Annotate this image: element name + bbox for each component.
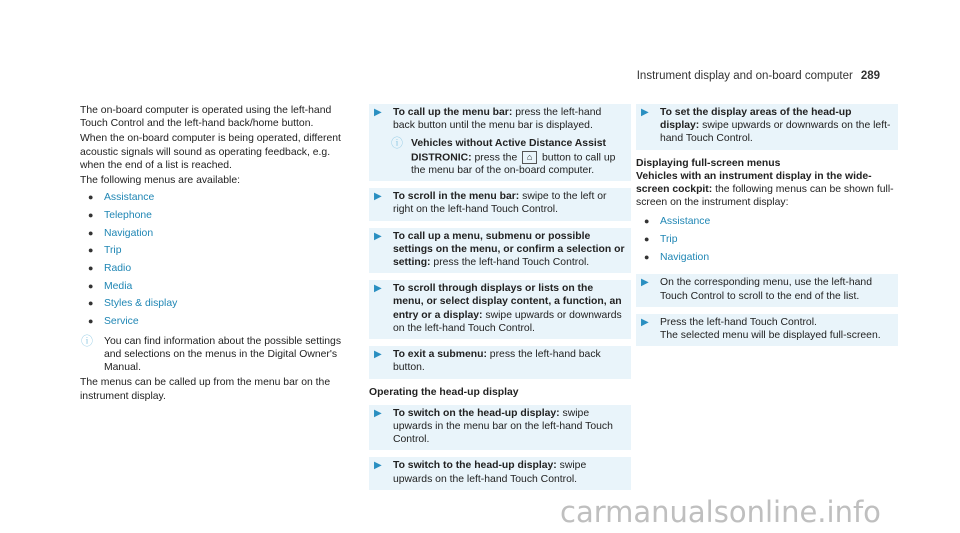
menu-list — [80, 189, 350, 331]
info-note: ⓘ Vehicles without Active Distance Assist DISTRONIC: press the ⌂ button to call up the menu bar of the on-board computer. — [391, 136, 616, 177]
bullet-icon: ● — [88, 227, 94, 238]
list-item[interactable]: ● Trip — [80, 242, 350, 260]
step-switch-to-hud: ▶ To switch to the head-up display: swipe upwards on the left-hand Touch Control. — [369, 457, 631, 489]
list-item[interactable]: ● Navigation — [636, 249, 898, 267]
header-title: Instrument display and on-board computer — [636, 70, 853, 82]
bullet-icon: ● — [88, 262, 94, 273]
bullet-icon: ● — [88, 280, 94, 291]
bullet-icon: ● — [88, 192, 94, 203]
step-scroll-menu-bar: ▶ To scroll in the menu bar: swipe to the left or right on the left-hand Touch Control. — [369, 188, 631, 220]
home-icon: ⌂ — [522, 151, 537, 164]
page-number: 289 — [860, 70, 880, 82]
bullet-icon: ● — [88, 209, 94, 220]
info-icon: ⓘ — [391, 136, 404, 151]
step-arrow-icon: ▶ — [374, 191, 382, 203]
column-1 — [80, 104, 350, 405]
step-arrow-icon: ▶ — [374, 283, 382, 295]
info-icon: ⓘ — [81, 333, 94, 348]
step-arrow-icon: ▶ — [641, 107, 649, 118]
bullet-icon: ● — [644, 251, 650, 262]
step-arrow-icon: ▶ — [374, 349, 382, 361]
step-call-menu: ▶ To call up a menu, submenu or possible settings on the menu, or confirm a selection or setting: press the left-hand Touch Control. — [369, 228, 631, 274]
list-item[interactable]: ● Service — [80, 313, 350, 331]
column-3 — [636, 104, 898, 353]
step-arrow-icon: ▶ — [641, 316, 649, 328]
fullscreen-menu-list — [636, 213, 898, 266]
watermark: carmanualsonline.info — [560, 495, 881, 529]
step-set-display-areas: ▶ To set the display areas of the head-up display: swipe upwards or downwards on the left-hand Touch Control. — [636, 104, 898, 150]
feedback-paragraph: When the on-board computer is being operated, different acoustic signals will sound as operating feedback, e.g. when the end of a list is reached. — [80, 133, 341, 171]
bullet-icon: ● — [644, 216, 650, 227]
menu-bar-paragraph: The menus can be called up from the menu bar on the instrument display. — [80, 377, 331, 402]
intro-paragraph: The on-board computer is operated using the left-hand Touch Control and the left-hand back/home button. — [80, 105, 332, 130]
wide-screen-paragraph: Vehicles with an instrument display in the wide-screen cockpit: the following menus can be shown full-screen on the instrument display: — [636, 170, 894, 209]
list-item[interactable]: ● Assistance — [636, 213, 898, 231]
step-call-menu-bar: ▶ To call up the menu bar: press the left-hand back button until the menu bar is displayed. ⓘ Vehicles without Active Distance Assist DISTRONIC: press the ⌂ button to call up the menu bar of the on-board computer. — [369, 104, 631, 181]
section-heading: Operating the head-up display — [369, 386, 519, 398]
step-press-touch-control: ▶ Press the left-hand Touch Control. The selected menu will be displayed full-screen. — [636, 314, 898, 346]
step-scroll-to-end: ▶ On the corresponding menu, use the left-hand Touch Control to scroll to the end of the list. — [636, 274, 898, 306]
list-item[interactable]: ● Telephone — [80, 207, 350, 225]
step-switch-on-hud: ▶ To switch on the head-up display: swipe upwards in the menu bar on the left-hand Touch Control. — [369, 405, 631, 451]
step-arrow-icon: ▶ — [374, 107, 382, 118]
section-heading: Displaying full-screen menus — [636, 157, 781, 169]
step-arrow-icon: ▶ — [374, 460, 382, 472]
page-header — [618, 70, 880, 82]
menus-intro: The following menus are available: — [80, 175, 240, 187]
list-item[interactable]: ● Radio — [80, 260, 350, 278]
list-item[interactable]: ● Styles & display — [80, 295, 350, 313]
bullet-icon: ● — [88, 245, 94, 256]
column-2 — [369, 104, 631, 497]
step-scroll-lists: ▶ To scroll through displays or lists on the menu, or select display content, a function, an entry or a display: swipe upwards or downwards on the left-hand Touch Control. — [369, 280, 631, 339]
step-arrow-icon: ▶ — [374, 407, 382, 419]
step-arrow-icon: ▶ — [374, 230, 382, 242]
bullet-icon: ● — [88, 316, 94, 327]
list-item[interactable]: ● Assistance — [80, 189, 350, 207]
list-item[interactable]: ● Navigation — [80, 225, 350, 243]
list-item[interactable]: ● Media — [80, 278, 350, 296]
list-item[interactable]: ● Trip — [636, 231, 898, 249]
info-note: ⓘ You can find information about the possible settings and selections on the menus in the Digital Owner's Manual. — [81, 333, 342, 374]
bullet-icon: ● — [644, 234, 650, 245]
bullet-icon: ● — [88, 298, 94, 309]
step-exit-submenu: ▶ To exit a submenu: press the left-hand back button. — [369, 346, 631, 378]
step-arrow-icon: ▶ — [641, 277, 649, 289]
